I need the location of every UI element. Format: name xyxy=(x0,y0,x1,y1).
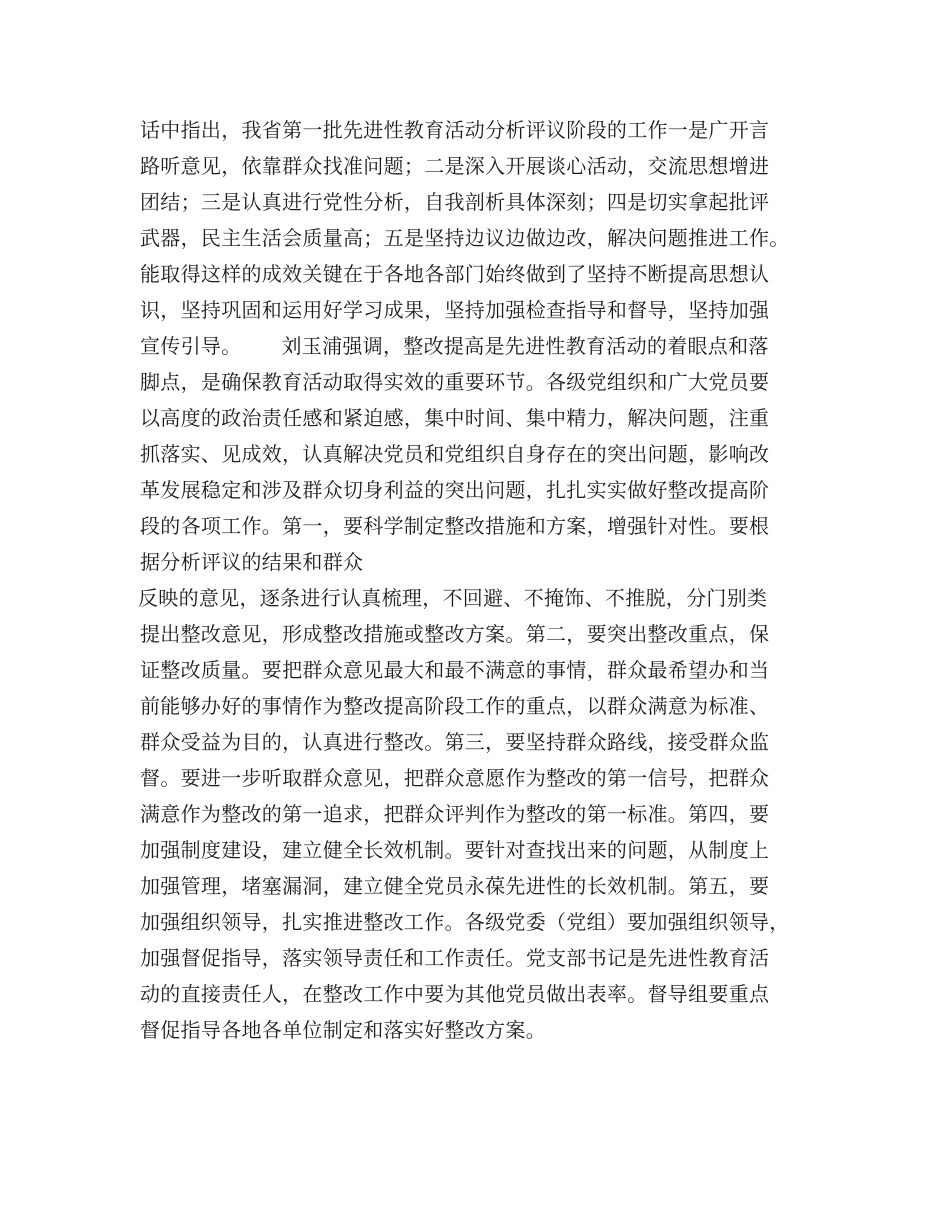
text-line: 加强督促指导，落实领导责任和工作责任。党支部书记是先进性教育活 xyxy=(140,946,770,970)
text-line: 能取得这样的成效关键在于各地各部门始终做到了坚持不断提高思想认 xyxy=(140,262,770,286)
document-body xyxy=(140,112,830,1048)
text-line: 证整改质量。要把群众意见最大和最不满意的事情，群众最希望办和当 xyxy=(140,658,770,682)
text-line: 抓落实、见成效，认真解决党员和党组织自身存在的突出问题，影响改 xyxy=(140,442,770,466)
text-line: 脚点，是确保教育活动取得实效的重要环节。各级党组织和广大党员要 xyxy=(140,370,770,394)
text-fragment: 宣传引导。 xyxy=(140,334,242,358)
text-line: 督。要进一步听取群众意见，把群众意愿作为整改的第一信号，把群众 xyxy=(140,766,770,790)
text-line: 提出整改意见，形成整改措施或整改方案。第二，要突出整改重点，保 xyxy=(140,622,770,646)
text-line: 以高度的政治责任感和紧迫感，集中时间、集中精力，解决问题，注重 xyxy=(140,406,770,430)
text-line: 群众受益为目的，认真进行整改。第三，要坚持群众路线，接受群众监 xyxy=(140,730,770,754)
text-line: 反映的意见，逐条进行认真梳理，不回避、不掩饰、不推脱，分门别类 xyxy=(138,586,768,610)
text-line: 武器，民主生活会质量高；五是坚持边议边做边改，解决问题推进工作。 xyxy=(140,226,790,250)
text-line: 动的直接责任人，在整改工作中要为其他党员做出表率。督导组要重点 xyxy=(140,982,770,1006)
text-line: 革发展稳定和涉及群众切身利益的突出问题，扎扎实实做好整改提高阶 xyxy=(140,478,770,502)
text-line: 督促指导各地各单位制定和落实好整改方案。 xyxy=(140,1018,546,1042)
text-line: 前能够办好的事情作为整改提高阶段工作的重点，以群众满意为标准、 xyxy=(140,694,770,718)
text-line: 段的各项工作。第一，要科学制定整改措施和方案，增强针对性。要根 xyxy=(140,514,770,538)
text-line: 识，坚持巩固和运用好学习成果，坚持加强检查指导和督导，坚持加强 xyxy=(140,298,770,322)
text-line: 据分析评议的结果和群众 xyxy=(140,550,364,574)
text-fragment: 刘玉浦强调，整改提高是先进性教育活动的着眼点和落 xyxy=(281,334,769,358)
text-line: 路听意见，依靠群众找准问题；二是深入开展谈心活动，交流思想增进 xyxy=(140,154,770,178)
text-line: 加强制度建设，建立健全长效机制。要针对查找出来的问题，从制度上 xyxy=(140,838,770,862)
text-line: 加强组织领导，扎实推进整改工作。各级党委（党组）要加强组织领导， xyxy=(140,910,790,934)
text-line: 团结；三是认真进行党性分析，自我剖析具体深刻；四是切实拿起批评 xyxy=(140,190,770,214)
text-line: 满意作为整改的第一追求，把群众评判作为整改的第一标准。第四，要 xyxy=(140,802,770,826)
text-line: 加强管理，堵塞漏洞，建立健全党员永葆先进性的长效机制。第五，要 xyxy=(140,874,770,898)
text-line: 话中指出，我省第一批先进性教育活动分析评议阶段的工作一是广开言 xyxy=(140,118,770,142)
text-line-with-paragraph-break xyxy=(140,328,830,364)
